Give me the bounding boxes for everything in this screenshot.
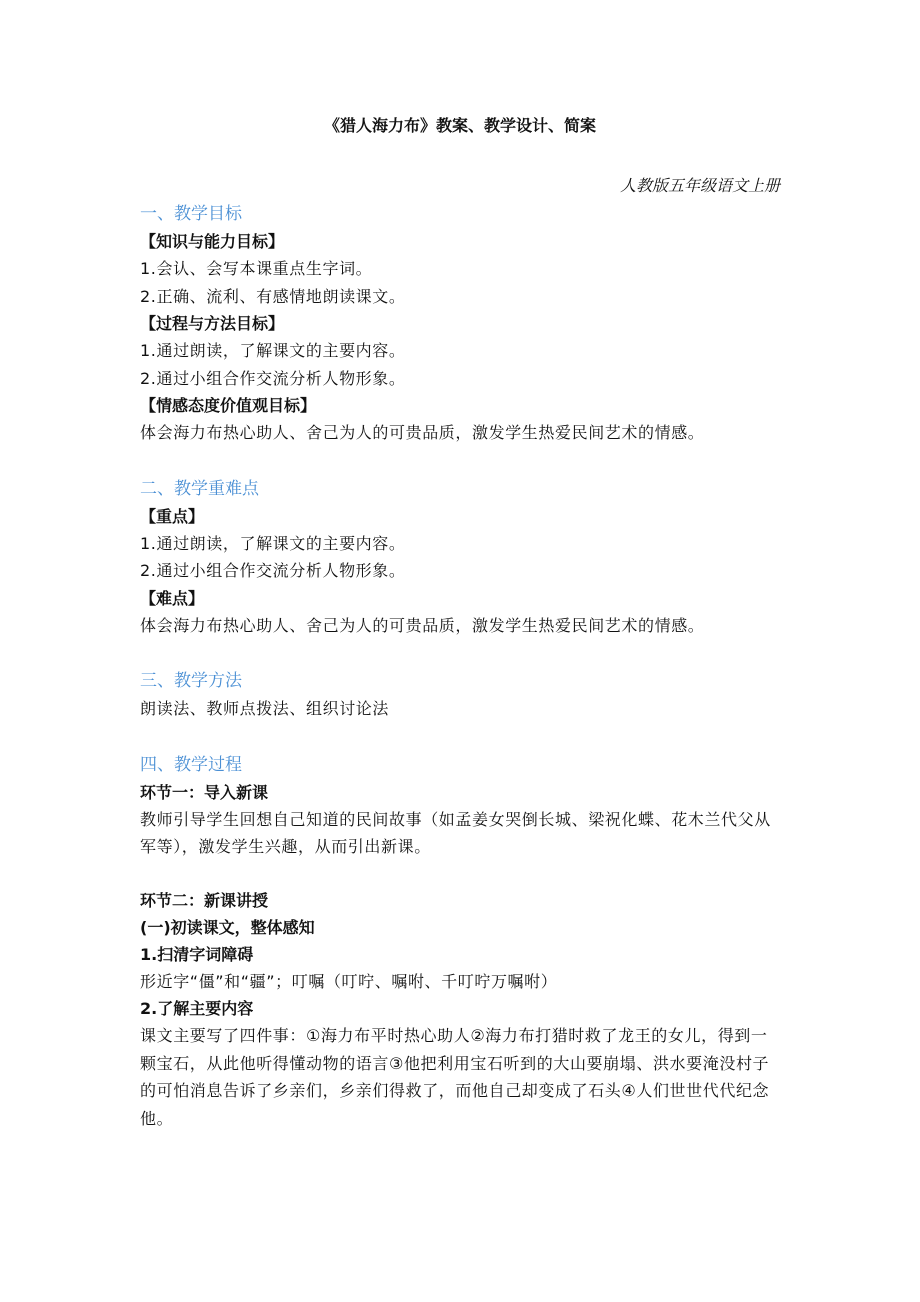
section-heading: 三、教学方法 (140, 671, 242, 691)
section-heading: 二、教学重难点 (140, 478, 259, 499)
step-title-intro: 环节一：导入新课 (140, 782, 269, 802)
section-teaching-goals (140, 200, 780, 447)
document-body (140, 112, 780, 1132)
document-title: 《猎人海力布》教案、教学设计、简案 (323, 116, 596, 135)
sub-title-vocabulary: 1.扫清字词障碍 (140, 944, 254, 964)
paragraph: 课文主要写了四件事：①海力布平时热心助人②海力布打猎时救了龙王的女儿，得到一颗宝石，从此他听得懂动物的语言③他把利用宝石听到的大山要崩塌、洪水要淹没村子的可怕消息告诉了乡亲们，乡亲们得救了，而他自己却变成了石头④人们世世代代纪念他。 (140, 1026, 770, 1128)
group-title-process: 【过程与方法目标】 (140, 314, 285, 333)
group-title-emotion: 【情感态度价值观目标】 (140, 396, 317, 415)
list-item: 1.通过朗读，了解课文的主要内容。 (140, 533, 406, 553)
list-item: 1.通过朗读，了解课文的主要内容。 (140, 341, 406, 360)
group-title-knowledge: 【知识与能力目标】 (140, 232, 285, 251)
section-key-points (140, 475, 780, 640)
list-item: 2.通过小组合作交流分析人物形象。 (140, 368, 406, 388)
document-subtitle: 人教版五年级语文上册 (619, 176, 780, 195)
list-item: 2.通过小组合作交流分析人物形象。 (140, 561, 406, 580)
step-title-new-lesson: 环节二：新课讲授 (140, 890, 269, 910)
part-title-first-read: (一)初读课文，整体感知 (140, 917, 315, 937)
paragraph: 教师引导学生回想自己知道的民间故事（如孟姜女哭倒长城、梁祝化蝶、花木兰代父从军等），激发学生兴趣，从而引出新课。 (140, 809, 771, 856)
paragraph: 朗读法、教师点拨法、组织讨论法 (140, 699, 390, 718)
section-teaching-process (140, 751, 780, 1133)
group-title-difficult: 【难点】 (140, 588, 205, 608)
section-heading: 四、教学过程 (140, 754, 242, 775)
paragraph: 体会海力布热心助人、舍己为人的可贵品质，激发学生热爱民间艺术的情感。 (140, 423, 705, 442)
list-item: 1.会认、会写本课重点生字词。 (140, 259, 373, 278)
paragraph: 形近字“僵”和“疆”；叮嘱（叮咛、嘱咐、千叮咛万嘱咐） (140, 971, 558, 991)
section-heading: 一、教学目标 (140, 204, 242, 224)
section-teaching-methods (140, 667, 780, 723)
group-title-key: 【重点】 (140, 506, 205, 526)
list-item: 2.正确、流利、有感情地朗读课文。 (140, 286, 406, 306)
paragraph: 体会海力布热心助人、舍己为人的可贵品质，激发学生热爱民间艺术的情感。 (140, 615, 705, 635)
sub-title-main-content: 2.了解主要内容 (140, 999, 254, 1018)
